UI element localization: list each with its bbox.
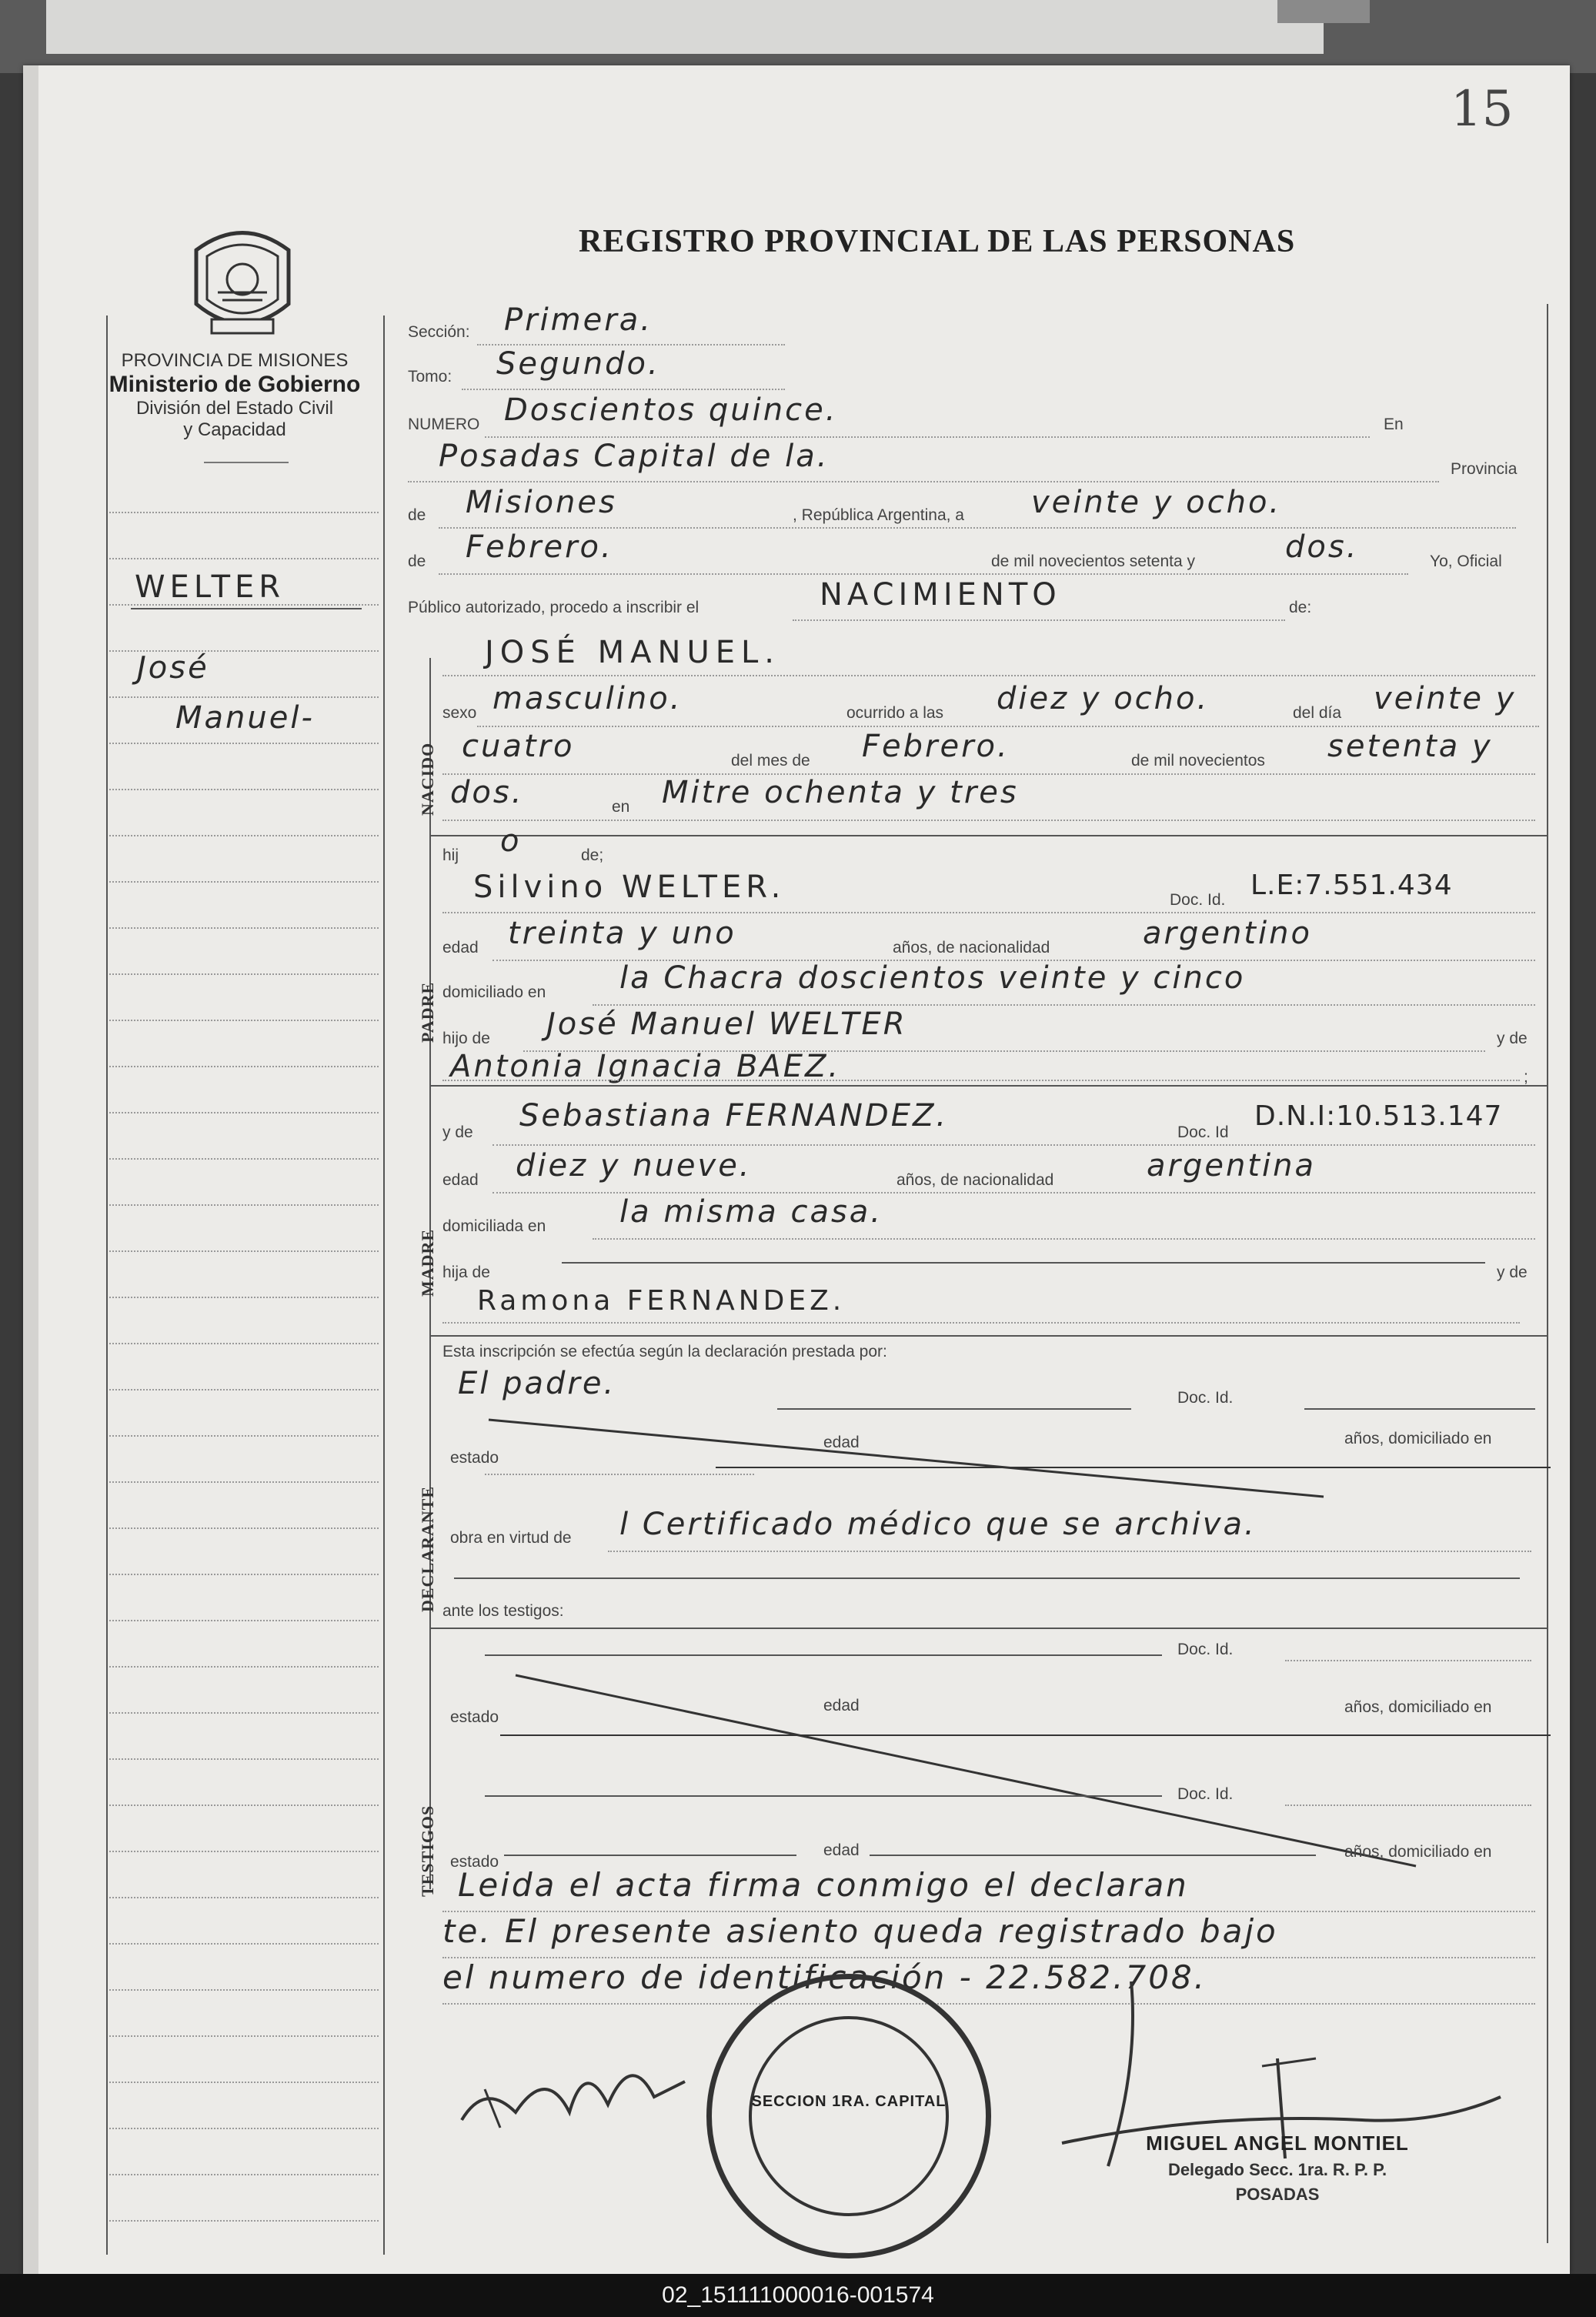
rule-madre-end xyxy=(429,1335,1547,1337)
de2-label: de xyxy=(408,553,426,570)
dia-value-1: veinte y xyxy=(1374,681,1517,716)
heading-underline xyxy=(204,462,289,463)
padre-domicilio-label: domiciliado en xyxy=(442,983,546,1001)
nacido-name: JOSÉ MANUEL. xyxy=(485,635,781,670)
rule-nacido-end xyxy=(429,835,1547,836)
padre-hijo-label: hijo de xyxy=(442,1030,490,1047)
hora-label: ocurrido a las xyxy=(846,704,944,722)
official-title: Delegado Secc. 1ra. R. P. P. xyxy=(1167,2160,1387,2179)
declarante-intro: Esta inscripción se efectúa según la declaración prestada por: xyxy=(442,1343,887,1360)
sheet-underneath xyxy=(46,0,1324,54)
document-page xyxy=(23,65,1570,2274)
act-value: NACIMIENTO xyxy=(820,577,1061,613)
padre-nac-label: años, de nacionalidad xyxy=(893,939,1050,957)
margin-given-line-2: Manuel- xyxy=(175,700,315,736)
madre-yde-label: y de xyxy=(442,1123,473,1141)
closing-line-2: te. El presente asiento queda registrado bajo xyxy=(442,1912,1278,1950)
padre-doc: L.E:7.551.434 xyxy=(1250,870,1453,901)
declarante-anios-label: años, domiciliado en xyxy=(1344,1430,1492,1447)
lugar-line xyxy=(442,820,1535,821)
declarante-obra-label: obra en virtud de xyxy=(450,1529,572,1547)
seccion-line xyxy=(477,344,785,346)
page-spine xyxy=(23,65,38,2274)
madre-name: Sebastiana FERNANDEZ. xyxy=(519,1098,949,1133)
mes-label: del mes de xyxy=(731,752,810,770)
ministry-name: Ministerio de Gobierno xyxy=(109,372,361,397)
province-value: Misiones xyxy=(466,485,617,520)
padre-nacionalidad: argentino xyxy=(1143,916,1312,951)
seccion-label: Sección: xyxy=(408,323,470,341)
anio-label: de mil novecientos xyxy=(1131,752,1265,770)
declarante-estado-line xyxy=(485,1474,754,1475)
lugar-value: Mitre ochenta y tres xyxy=(662,775,1019,810)
declarante-edad-label: edad xyxy=(823,1434,860,1451)
testigo2-estado-label: estado xyxy=(450,1853,499,1871)
margin-divider xyxy=(383,315,385,2255)
margin-surname-underline xyxy=(131,608,362,609)
declarante-cancel-strike xyxy=(485,1412,1554,1504)
provincial-seal-icon xyxy=(189,219,296,342)
tomo-line xyxy=(462,389,785,390)
rule-padre-end xyxy=(429,1085,1547,1087)
year-value: dos. xyxy=(1285,529,1359,565)
declarante-name: El padre. xyxy=(458,1366,616,1401)
madre-name-line xyxy=(492,1144,1535,1146)
testigo1-doc-label: Doc. Id. xyxy=(1177,1641,1234,1658)
republica-label: , República Argentina, a xyxy=(793,506,964,524)
de-label: de xyxy=(408,506,426,524)
madre-nacionalidad: argentina xyxy=(1147,1148,1316,1184)
declarante-obra-line xyxy=(608,1551,1531,1552)
margin-surname: WELTER xyxy=(135,569,285,605)
day-value: veinte y ocho. xyxy=(1031,485,1282,520)
testigo2-edad-label: edad xyxy=(823,1841,860,1859)
padre-domicilio: la Chacra doscientos veinte y cinco xyxy=(619,960,1246,996)
place-value: Posadas Capital de la. xyxy=(439,439,830,474)
hora-value: diez y ocho. xyxy=(997,681,1210,716)
madre-domicilio-label: domiciliada en xyxy=(442,1217,546,1235)
testigos-section-label: TESTIGOS xyxy=(418,1805,437,1897)
official-round-stamp xyxy=(706,1974,991,2259)
tomo-label: Tomo: xyxy=(408,368,452,386)
official-city: POSADAS xyxy=(1235,2185,1320,2204)
stamp-text: SECCION 1RA. CAPITAL xyxy=(751,2093,947,2110)
closing-line-1: Leida el acta firma conmigo el declaran xyxy=(458,1866,1189,1904)
anio-value-1: setenta y xyxy=(1327,729,1493,764)
mes-value: Febrero. xyxy=(862,729,1010,764)
testigo1-doc-line xyxy=(1285,1660,1531,1661)
madre-edad-line xyxy=(492,1192,1535,1194)
padre-name-line xyxy=(442,912,1535,913)
madre-doc-label: Doc. Id xyxy=(1177,1123,1229,1141)
dia-label: del día xyxy=(1293,704,1342,722)
nacido-name-line xyxy=(442,675,1535,676)
padre-yde-label: y de xyxy=(1497,1030,1528,1047)
official-name-stamp xyxy=(1085,2132,1470,2205)
closing-line-3: el numero de identificación - 22.582.708. xyxy=(442,1958,1207,1996)
padre-domicilio-line xyxy=(593,1004,1535,1006)
madre-nac-label: años, de nacionalidad xyxy=(896,1171,1054,1189)
month-value: Febrero. xyxy=(466,529,613,565)
madre-section-label: MADRE xyxy=(418,1228,437,1297)
declarante-doc-strike xyxy=(1304,1408,1535,1410)
declarante-estado-label: estado xyxy=(450,1449,499,1467)
padre-semicolon: ; xyxy=(1524,1068,1528,1086)
act-line xyxy=(793,619,1285,621)
madre-domicilio-line xyxy=(593,1238,1535,1240)
hij-label: hij xyxy=(442,846,459,864)
numero-line xyxy=(485,436,1370,438)
rule-declarante-end xyxy=(429,1628,1547,1629)
madre-yde2-label: y de xyxy=(1497,1264,1528,1281)
publico-label: Público autorizado, procedo a inscribir el xyxy=(408,599,700,616)
date-line xyxy=(439,527,1516,529)
oficial-label: Yo, Oficial xyxy=(1430,553,1502,570)
declarante-obra-strike xyxy=(454,1577,1520,1579)
sexo-label: sexo xyxy=(442,704,477,722)
padre-name: Silvino WELTER. xyxy=(473,870,786,905)
madre-edad-label: edad xyxy=(442,1171,479,1189)
anio-value-2: dos. xyxy=(450,775,524,810)
registry-title: REGISTRO PROVINCIAL DE LAS PERSONAS xyxy=(579,224,1296,259)
declarant-signature-icon xyxy=(454,2035,700,2135)
testigo2-estado-strike xyxy=(504,1855,796,1856)
madre-madre-line xyxy=(442,1322,1520,1324)
hij-de-label: de; xyxy=(581,846,604,864)
declarante-doc-label: Doc. Id. xyxy=(1177,1389,1234,1407)
testigo1-anios-label: años, domiciliado en xyxy=(1344,1698,1492,1716)
sexo-line xyxy=(477,726,1539,727)
nacido-section-label: NACIDO xyxy=(418,742,437,816)
hij-suffix: o xyxy=(500,823,522,859)
left-margin-border xyxy=(106,315,108,2255)
month-line xyxy=(439,573,1408,575)
padre-doc-label: Doc. Id. xyxy=(1170,891,1226,909)
image-caption: 02_151111000016-001574 xyxy=(0,2274,1596,2317)
official-name: MIGUEL ANGEL MONTIEL xyxy=(1146,2132,1409,2155)
madre-domicilio: la misma casa. xyxy=(619,1194,883,1230)
testigo2-edad-strike xyxy=(870,1855,1316,1856)
dia-value-2: cuatro xyxy=(462,729,575,764)
testigo2-anios-label: años, domiciliado en xyxy=(1344,1843,1492,1861)
margin-given-line-1: José xyxy=(137,650,209,686)
provincia-label: Provincia xyxy=(1451,460,1518,478)
madre-edad: diez y nueve. xyxy=(516,1148,752,1184)
testigo1-edad-label: edad xyxy=(823,1697,860,1714)
seccion-value: Primera. xyxy=(504,302,653,338)
en-label: En xyxy=(1384,416,1404,433)
testigo2-doc-label: Doc. Id. xyxy=(1177,1785,1234,1803)
division-line-2: y Capacidad xyxy=(183,419,286,440)
padre-edad: treinta y uno xyxy=(508,916,736,951)
declarante-obra: l Certificado médico que se archiva. xyxy=(619,1507,1257,1542)
year-label: de mil novecientos setenta y xyxy=(991,553,1195,570)
province-name: PROVINCIA DE MISIONES xyxy=(121,350,349,371)
testigos-intro: ante los testigos: xyxy=(442,1602,564,1620)
madre-madre-name: Ramona FERNANDEZ. xyxy=(477,1285,846,1317)
declarante-section-label: DECLARANTE xyxy=(418,1485,437,1612)
padre-edad-label: edad xyxy=(442,939,479,957)
testigo2-doc-line xyxy=(1285,1805,1531,1806)
tomo-value: Segundo. xyxy=(496,346,660,382)
madre-hija-label: hija de xyxy=(442,1264,490,1281)
page-number: 15 xyxy=(1451,81,1514,138)
padre-section-label: PADRE xyxy=(418,981,437,1043)
testigo2-name-strike xyxy=(485,1795,1162,1797)
en-label-nacido: en xyxy=(612,798,630,816)
province-heading xyxy=(108,350,362,441)
numero-value: Doscientos quince. xyxy=(504,392,838,428)
place-line xyxy=(408,481,1439,482)
sexo-value: masculino. xyxy=(492,681,683,716)
madre-hija-strike xyxy=(562,1262,1485,1264)
de3-label: de: xyxy=(1289,599,1312,616)
padre-madre-line xyxy=(442,1080,1520,1081)
testigo1-estado-label: estado xyxy=(450,1708,499,1726)
division-line-1: División del Estado Civil xyxy=(135,398,334,419)
numero-label: NUMERO xyxy=(408,416,480,433)
madre-doc: D.N.I:10.513.147 xyxy=(1254,1100,1503,1132)
padre-madre-name: Antonia Ignacia BAEZ. xyxy=(450,1049,841,1084)
testigo1-name-strike xyxy=(485,1654,1162,1656)
padre-padre-name: José Manuel WELTER xyxy=(546,1007,907,1042)
sheet-underneath-2 xyxy=(1277,0,1370,23)
right-border xyxy=(1547,304,1548,2243)
declarante-name-strike xyxy=(777,1408,1131,1410)
